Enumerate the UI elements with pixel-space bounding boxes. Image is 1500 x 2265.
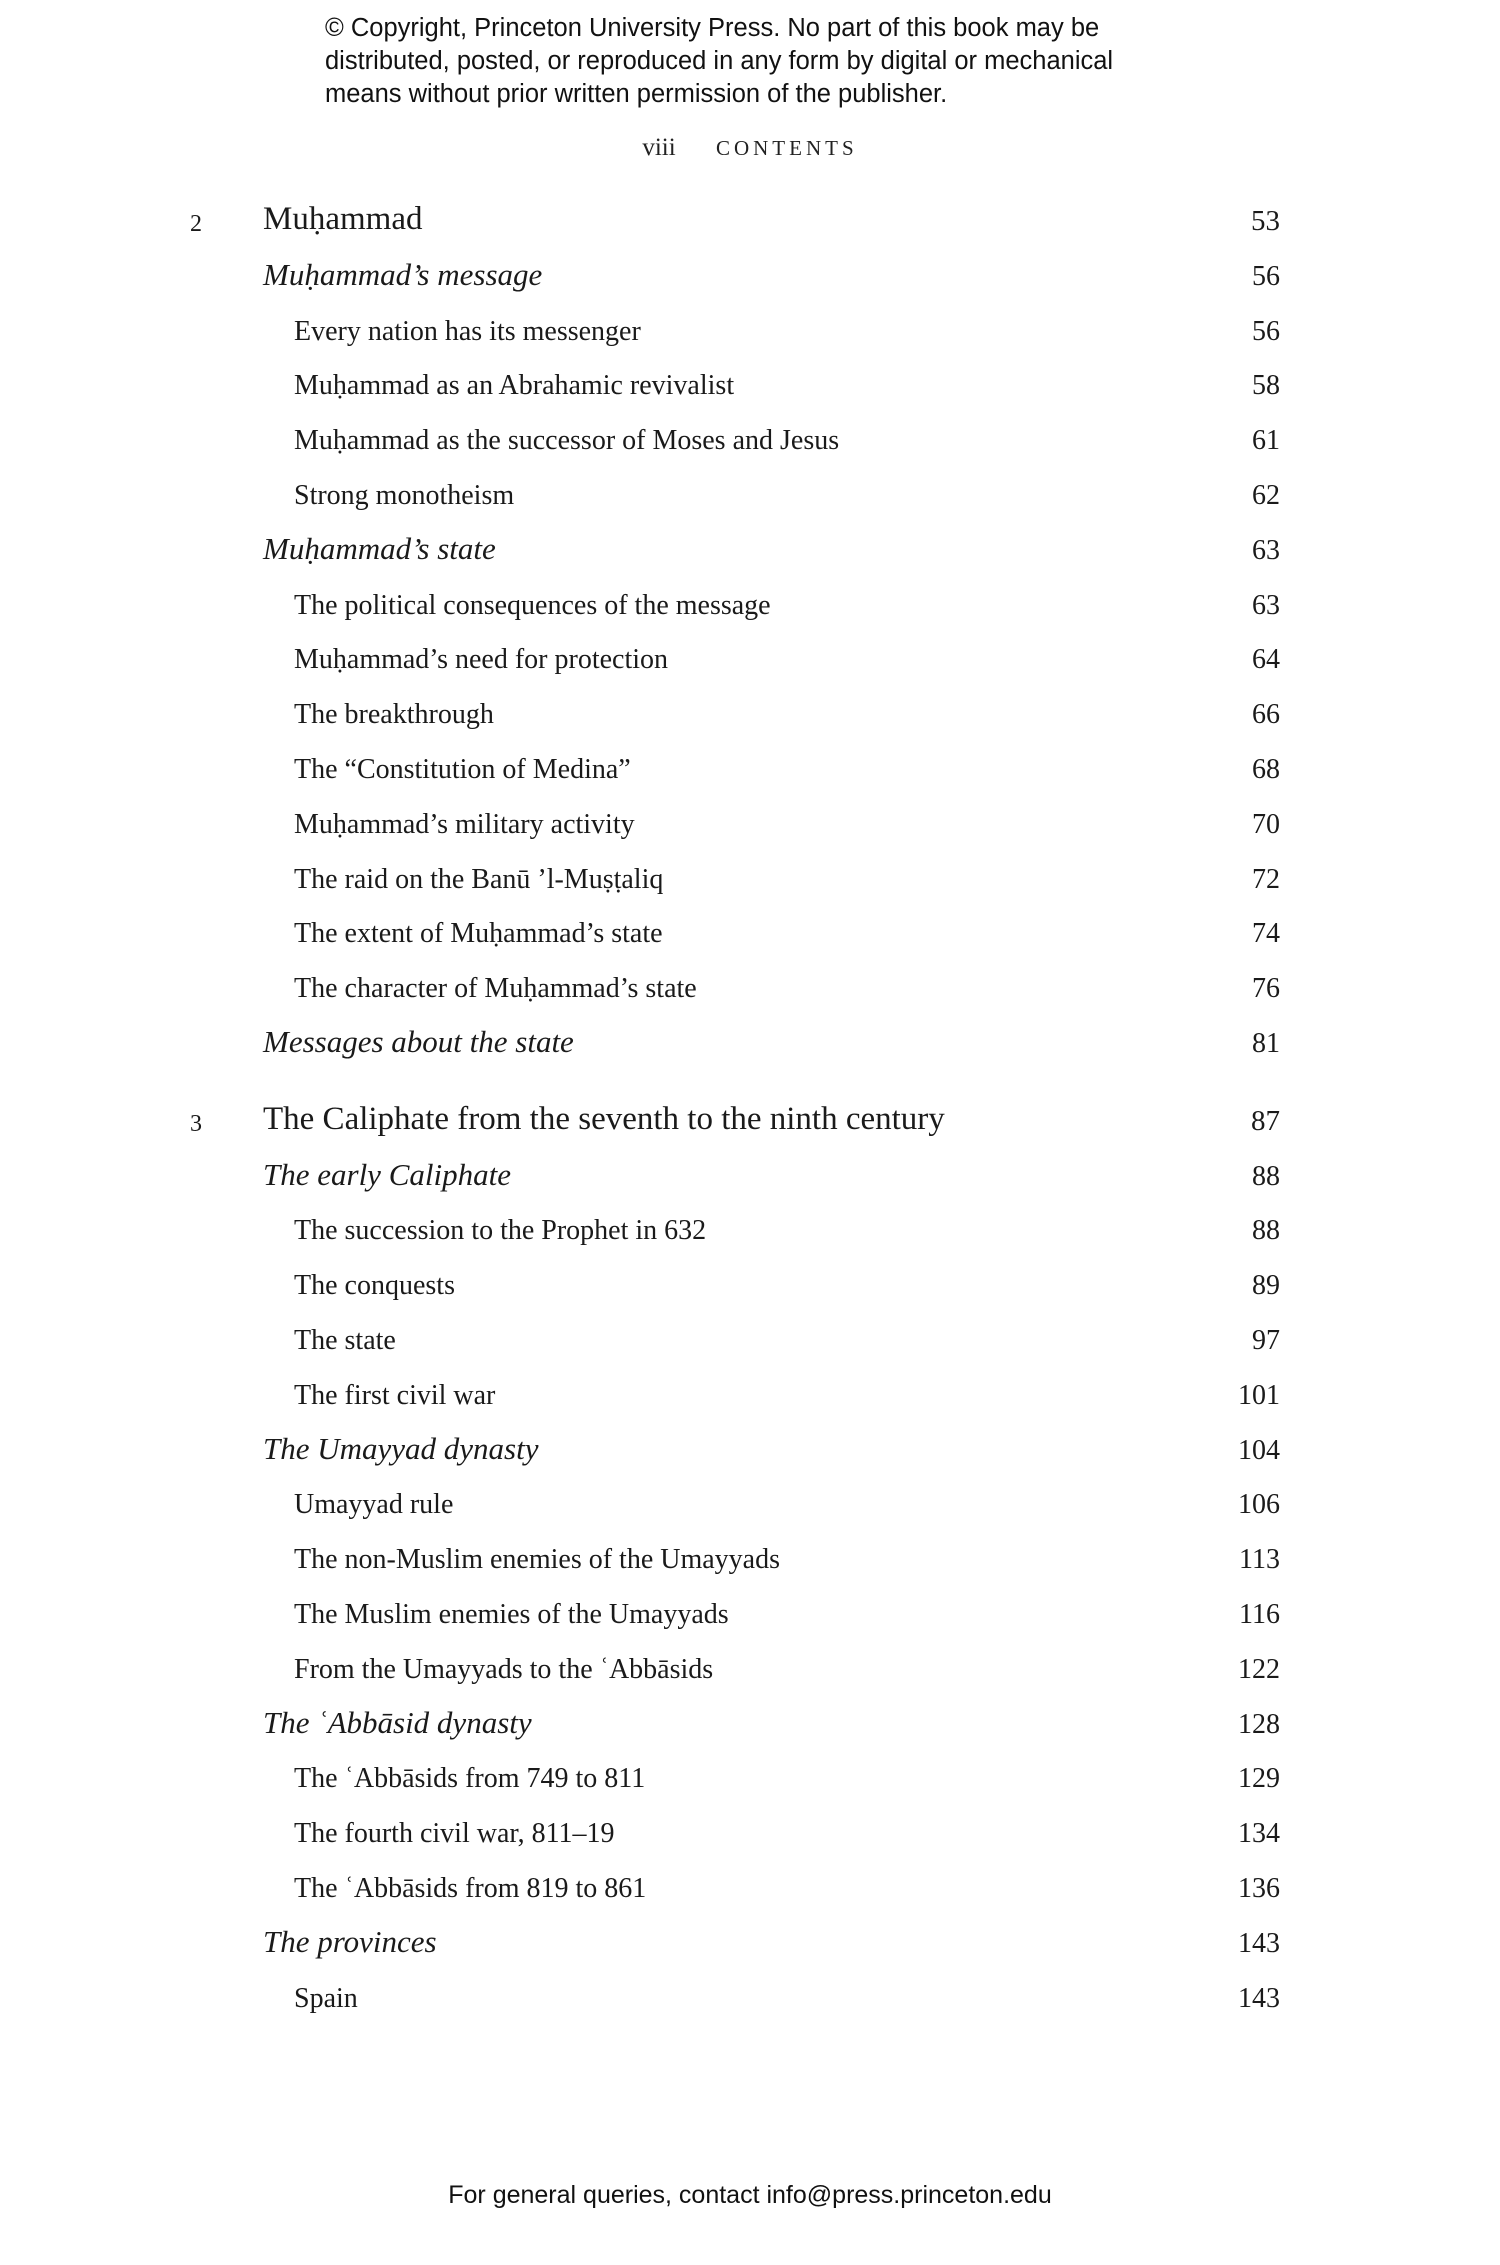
toc-entry-page: 104 [1238,1434,1280,1466]
toc-entry-page: 128 [1238,1708,1280,1740]
toc-entry-page: 68 [1252,754,1280,785]
toc-entry-page: 56 [1252,315,1280,347]
toc-entry-page: 63 [1252,589,1280,621]
toc-entry-page: 76 [1252,973,1280,1005]
toc-entry-sub [0,740,1500,794]
toc-entry-sub [0,1256,1500,1310]
toc-entry-page: 62 [1252,480,1280,511]
toc-entry-page: 143 [1238,1927,1280,1959]
toc-entry-title: The provinces [263,1923,437,1959]
toc-entry-sub [0,302,1500,356]
toc-entry-title: Muḥammad’s state [263,530,496,566]
toc-entry-page: 136 [1238,1873,1280,1904]
toc-entry-title: Umayyad rule [294,1489,454,1521]
toc-entry-sub [0,959,1500,1013]
toc-entry-page: 58 [1252,370,1280,402]
toc-entry-page: 88 [1252,1160,1280,1192]
toc-entry-sub [0,1640,1500,1694]
toc-entry-page: 89 [1252,1270,1280,1302]
copyright-notice [325,12,1225,111]
toc-entry-page: 56 [1252,260,1280,292]
page-number: viii [642,134,676,161]
toc-entry-page: 97 [1252,1325,1280,1356]
toc-entry-sub [0,576,1500,630]
toc-entry-page: 106 [1238,1489,1280,1521]
toc-entry-section [0,247,1500,301]
toc-entry-title: Muḥammad as an Abrahamic revivalist [294,370,735,402]
toc-entry-sub [0,1585,1500,1639]
toc-entry-section [0,1914,1500,1968]
toc-entry-title: From the Umayyads to the ʿAbbāsids [294,1653,714,1685]
toc-entry-sub [0,1969,1500,2023]
toc-entry-sub [0,1530,1500,1584]
toc-entry-title: The Muslim enemies of the Umayyads [294,1599,729,1630]
toc-entry-page: 129 [1238,1763,1280,1795]
running-head-title: CONTENTS [715,136,858,160]
toc-entry-sub [0,466,1500,520]
toc-entry-title: The raid on the Banū ’l-Muṣṭaliq [294,863,664,895]
toc-entry-title: The conquests [294,1270,455,1302]
toc-entry-title: Muḥammad as the successor of Moses and Jesus [294,425,840,457]
toc-entry-title: The character of Muḥammad’s state [294,973,697,1005]
toc-entry-chapter [0,192,1500,246]
toc-entry-sub [0,1475,1500,1529]
toc-entry-title: The succession to the Prophet in 632 [294,1215,707,1247]
toc-entry-sub [0,1804,1500,1858]
running-head [0,134,1500,162]
toc-entry-page: 72 [1252,863,1280,895]
toc-entry-sub [0,1859,1500,1913]
toc-entry-sub [0,356,1500,410]
toc-entry-page: 53 [1251,205,1280,237]
toc-entry-title: The ʿAbbāsids from 749 to 811 [294,1763,646,1795]
toc-entry-sub [0,1749,1500,1803]
toc-entry-page: 134 [1238,1818,1280,1850]
copyright-line: © Copyright, Princeton University Press. No part of this book may be [325,14,1100,42]
toc-entry-section [0,1147,1500,1201]
toc-entry-sub [0,904,1500,958]
toc-entry-sub [0,1311,1500,1365]
toc-entry-title: The ʿAbbāsid dynasty [263,1704,532,1740]
toc-entry-title: The political consequences of the message [294,589,771,621]
copyright-line: distributed, posted, or reproduced in any form by digital or mechanical [325,47,1114,75]
toc-entry-title: The ʿAbbāsids from 819 to 861 [294,1873,647,1904]
toc-entry-title: The Umayyad dynasty [263,1430,539,1466]
toc-entry-title: The “Constitution of Medina” [294,754,631,785]
toc-entry-page: 64 [1252,644,1280,676]
toc-entry-sub [0,411,1500,465]
toc-entry-sub [0,1366,1500,1420]
toc-entry-title: The state [294,1325,396,1356]
chapter-number: 3 [190,1110,202,1137]
toc-entry-title: Messages about the state [263,1024,574,1059]
toc-entry-title: The early Caliphate [263,1156,511,1192]
toc-entry-title: Muḥammad’s military activity [294,808,635,840]
toc-entry-page: 61 [1252,425,1280,457]
toc-entry-title: Muḥammad’s message [263,256,543,292]
toc-entry-page: 122 [1238,1653,1280,1685]
toc-entry-page: 143 [1238,1982,1280,2014]
toc-entry-page: 74 [1252,918,1280,950]
toc-entry-sub [0,685,1500,739]
toc-entry-page: 113 [1239,1544,1280,1576]
toc-entry-title: Muḥammad’s need for protection [294,644,669,676]
toc-entry-title: Spain [294,1982,358,2014]
toc-entry-section [0,521,1500,575]
toc-entry-sub [0,850,1500,904]
toc-entry-title: The non-Muslim enemies of the Umayyads [294,1544,781,1576]
toc-entry-section [0,1421,1500,1475]
toc-entry-sub [0,1201,1500,1255]
toc-entry-title: The first civil war [294,1379,496,1411]
toc-entry-page: 87 [1251,1104,1280,1137]
toc-entry-page: 101 [1238,1379,1280,1411]
toc-entry-page: 81 [1252,1028,1280,1059]
toc-entry-section [0,1014,1500,1068]
toc-entry-sub [0,795,1500,849]
toc-entry-title: Muḥammad [263,201,423,237]
chapter-number: 2 [190,211,202,237]
toc-entry-page: 63 [1252,534,1280,566]
toc-entry-page: 88 [1252,1215,1280,1247]
footer-contact: For general queries, contact info@press.princeton.edu [448,2181,1052,2209]
toc-entry-section [0,1695,1500,1749]
toc-entry-page: 70 [1252,808,1280,840]
toc-entry-title: The Caliphate from the seventh to the ninth century [263,1100,945,1137]
toc-entry-title: Every nation has its messenger [294,315,641,347]
toc-entry-chapter [0,1092,1500,1146]
toc-entry-sub [0,630,1500,684]
toc-entry-title: The extent of Muḥammad’s state [294,918,663,950]
toc-entry-title: The breakthrough [294,699,494,731]
toc-entry-title: Strong monotheism [294,480,515,511]
toc-entry-title: The fourth civil war, 811–19 [294,1818,615,1850]
copyright-line: means without prior written permission of the publisher. [325,80,948,108]
toc-entry-page: 66 [1252,699,1280,731]
toc-entry-page: 116 [1239,1599,1280,1630]
